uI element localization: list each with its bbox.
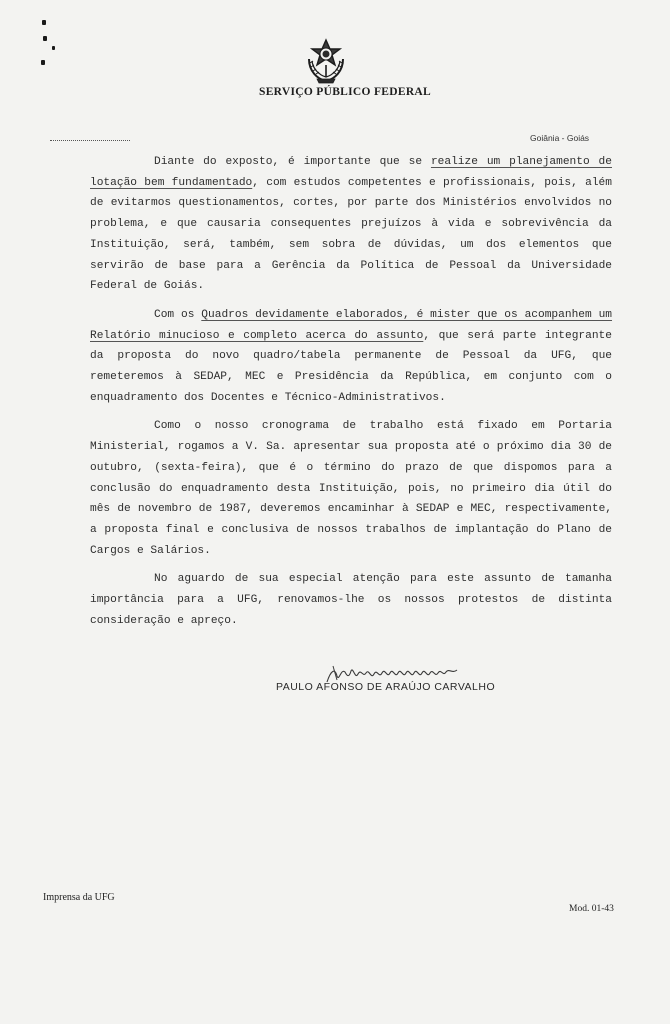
paragraph-2-text-a: Com os	[154, 308, 202, 321]
punch-mark	[41, 60, 45, 65]
letter-body	[90, 152, 612, 639]
paragraph-1-underlined: realize um planejamento de lotação bem fundamentado	[90, 156, 612, 189]
dotted-separator	[50, 140, 130, 141]
coat-of-arms-seal	[303, 37, 349, 85]
place-label: Goiânia - Goiás	[530, 133, 590, 143]
paragraph-1-text-b: , com estudos competentes e profissionais, pois, além de evitarmos questionamentos, cortes, por parte dos Ministérios envolvidos no problema, e que causaria consequentes prejuízos à vida e sobrevivência da Instituição, será, também, sem sobra de dúvidas, um dos elementos que servirão de base para a Gerência da Política de Pessoal da Universidade Federal de Goiás.	[90, 176, 612, 293]
punch-mark	[42, 20, 46, 25]
signer-name: PAULO AFONSO DE ARAÚJO CARVALHO	[276, 681, 496, 693]
form-code: Mod. 01-43	[569, 904, 614, 914]
paragraph-1-text-a: Diante do exposto, é importante que se	[154, 156, 431, 168]
paragraph-3: Como o nosso cronograma de trabalho está fixado em Portaria Ministerial, rogamos a V. Sa. apresentar sua proposta até o próximo dia 30 de outubro, (sexta-feira), que é o término do prazo de que dispomos para a conclusão do enquadramento desta Instituição, pois, no primeiro dia útil do mês de novembro de 1987, deveremos encaminhar à SEDAP e MEC, respectivamente, a proposta final e conclusiva de nossos trabalhos de implantação do Plano de Cargos e Salários.	[90, 420, 612, 557]
header-title: SERVIÇO PÚBLICO FEDERAL	[259, 86, 431, 98]
paragraph-2-underlined: Quadros devidamente elaborados, é mister que os acompanhem um Relatório minucioso e completo acerca do assunto	[90, 308, 613, 342]
paragraph-2-text-b: , que será parte integrante da proposta do novo quadro/tabela permanente de Pessoal da UFG, que remeteremos à SEDAP, MEC e Presidência da República, em conjunto com o enquadramento dos Docentes e Técnico-Administrativos.	[90, 329, 612, 404]
paragraph-2	[90, 305, 612, 409]
printer-label: Imprensa da UFG	[43, 892, 115, 903]
paragraph-1	[90, 152, 612, 297]
punch-mark	[43, 36, 47, 41]
punch-mark	[52, 46, 55, 50]
paragraph-4: No aguardo de sua especial atenção para este assunto de tamanha importância para a UFG, renovamos-lhe os nossos protestos de distinta consideração e apreço.	[90, 573, 612, 627]
